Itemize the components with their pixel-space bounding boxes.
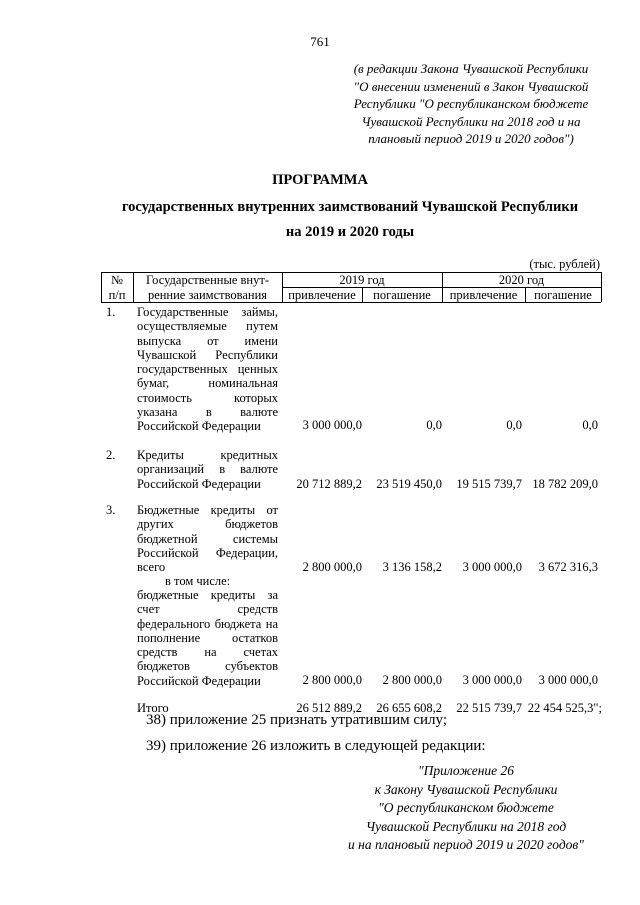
attract-header: привлечение [288,288,356,302]
edition-note [322,60,620,148]
repay-header: погашение [373,288,431,302]
total-value: 26 512 889,2 [296,701,362,715]
body-item-38: 38) приложение 25 признать утратившим силу; [146,712,448,728]
value-cell: 0,0 [582,418,598,432]
attract-header: привлечение [449,288,518,302]
edition-note-line: Чувашской Республики на 2018 год и на [361,113,581,129]
edition-note-line: "О внесении изменений в Закон Чувашской [353,78,589,94]
value-cell: 19 515 739,7 [456,477,522,491]
col-name-header: ренние заимствования [147,288,268,302]
edition-note-line: плановый период 2019 и 2020 годов") [368,131,574,146]
value-cell: 3 000 000,0 [462,560,522,574]
total-value: 22 515 739,7 [456,701,522,715]
table-vline [601,272,602,302]
program-heading: ПРОГРАММА [272,172,368,188]
col-no-header: № [111,273,123,287]
appendix-note-line: "Приложение 26 [417,763,515,778]
total-label: Итого [137,701,169,715]
page-number: 761 [310,34,330,49]
total-value: 22 454 525,3"; [527,701,602,715]
edition-note-line: Республики "О республиканском бюджете [353,96,589,111]
table-header-rule [101,302,601,303]
row-number: 2. [106,448,116,462]
year-2019-header: 2019 год [339,273,385,287]
value-cell: 3 000 000,0 [538,673,598,687]
body-item-39: 39) приложение 26 изложить в следующей редакции: [146,738,486,754]
subitem-label: в том числе: [165,574,231,588]
program-subtitle-line: государственных внутренних заимствований Чувашской Республики [121,199,579,215]
col-name-header: Государственные внут- [146,273,269,287]
appendix-note-line: "О республиканском бюджете [378,800,554,815]
value-cell: 2 800 000,0 [302,560,362,574]
row-description: Кредиты кредитных организаций в валюте Российской Федерации [137,448,278,491]
value-cell: 0,0 [426,418,442,432]
subitem-description: бюджетные кредиты за счет средств федерального бюджета на пополнение остатков средств на счетах бюджетов субъектов Российской Федерации [137,588,278,688]
year-2020-header: 2020 год [498,273,545,287]
value-cell: 3 000 000,0 [302,418,362,432]
repay-header: погашение [534,288,592,302]
units-label: (тыс. рублей) [529,257,600,271]
value-cell: 18 782 209,0 [532,477,598,491]
value-cell: 3 000 000,0 [462,673,522,687]
program-subtitle [60,195,640,245]
value-cell: 2 800 000,0 [302,673,362,687]
row-number: 1. [106,305,116,319]
appendix-note-line: и на плановый период 2019 и 2020 годов" [348,837,584,852]
appendix-note [318,762,614,855]
row-description: Государственные займы, осуществляемые путем выпуска от имени Чувашской Республики государственных ценных бумаг, номинальная стоимость которых указана в валюте Российской Федерации [137,305,278,434]
edition-note-line: (в редакции Закона Чувашской Республики [353,61,589,76]
row-number: 3. [106,503,116,517]
value-cell: 0,0 [506,418,522,432]
appendix-note-line: Чувашской Республики на 2018 год [365,818,567,834]
total-value: 26 655 608,2 [376,701,442,715]
col-no-header: п/п [108,288,126,302]
value-cell: 23 519 450,0 [376,477,442,491]
value-cell: 3 136 158,2 [382,560,442,574]
program-subtitle-line: на 2019 и 2020 годы [285,224,415,240]
value-cell: 3 672 316,3 [538,560,598,574]
value-cell: 2 800 000,0 [382,673,442,687]
value-cell: 20 712 889,2 [296,477,362,491]
row-description: Бюджетные кредиты от других бюджетов бюджетной системы Российской Федерации, всего [137,503,278,575]
appendix-note-line: к Закону Чувашской Республики [374,781,558,797]
